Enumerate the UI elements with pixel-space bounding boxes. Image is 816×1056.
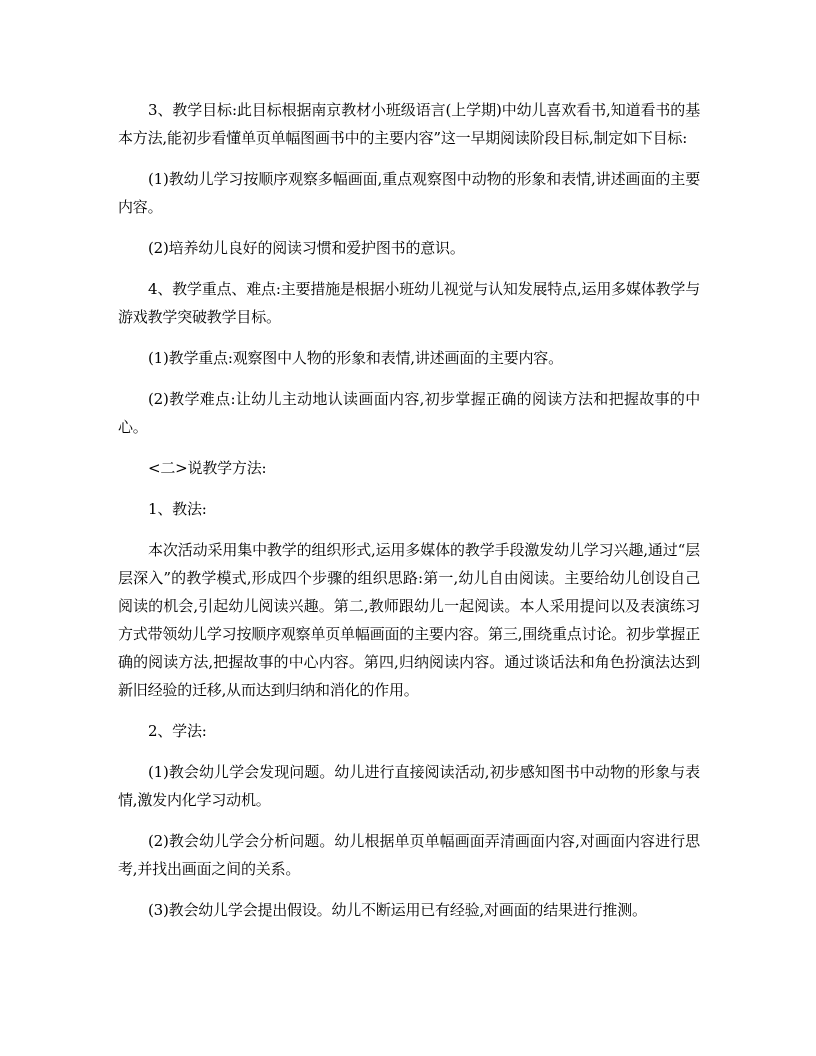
paragraph-key-point-1: (1)教学重点:观察图中人物的形象和表情,讲述画面的主要内容。 <box>148 349 563 367</box>
paragraph-learning-3: (3)教会幼儿学会提出假设。幼儿不断运用已有经验,对画面的结果进行推测。 <box>148 901 647 919</box>
section-heading-teaching-methods: <二>说教学方法: <box>148 459 267 477</box>
paragraph-difficulty: (2)教学难点:让幼儿主动地认读画面内容,初步掌握正确的阅读方法和把握故事的中心。 <box>118 390 700 436</box>
paragraph-learning-2: (2)教会幼儿学会分析问题。幼儿根据单页单幅画面弄清画面内容,对画面内容进行思考,并找出画面之间的关系。 <box>118 832 700 878</box>
subheading-teaching-method: 1、教法: <box>148 500 207 518</box>
paragraph-goal-1: (1)教幼儿学习按顺序观察多幅画面,重点观察图中动物的形象和表情,讲述画面的主要内容。 <box>118 170 700 216</box>
paragraph-key-points: 4、教学重点、难点:主要措施是根据小班幼儿视觉与认知发展特点,运用多媒体教学与游戏教学突破教学目标。 <box>118 280 700 326</box>
paragraph-goal-2: (2)培养幼儿良好的阅读习惯和爱护图书的意识。 <box>148 239 465 257</box>
paragraph-teaching-goals: 3、教学目标:此目标根据南京教材小班级语言(上学期)中幼儿喜欢看书,知道看书的基本方法,能初步看懂单页单幅图画书中的主要内容”这一早期阅读阶段目标,制定如下目标: <box>118 101 700 147</box>
subheading-learning-method: 2、学法: <box>148 722 207 740</box>
paragraph-learning-1: (1)教会幼儿学会发现问题。幼儿进行直接阅读活动,初步感知图书中动物的形象与表情,激发内化学习动机。 <box>118 763 700 809</box>
document-page <box>118 96 700 937</box>
paragraph-teaching-method-body: 本次活动采用集中教学的组织形式,运用多媒体的教学手段激发幼儿学习兴趣,通过“层层深入”的教学模式,形成四个步骤的组织思路:第一,幼儿自由阅读。主要给幼儿创设自己阅读的机会,引起幼儿阅读兴趣。第二,教师跟幼儿一起阅读。本人采用提问以及表演练习方式带领幼儿学习按顺序观察单页单幅画面的主要内容。第三,围绕重点讨论。初步掌握正确的阅读方法,把握故事的中心内容。第四,归纳阅读内容。通过谈话法和角色扮演法达到新旧经验的迁移,从而达到归纳和消化的作用。 <box>118 541 700 699</box>
